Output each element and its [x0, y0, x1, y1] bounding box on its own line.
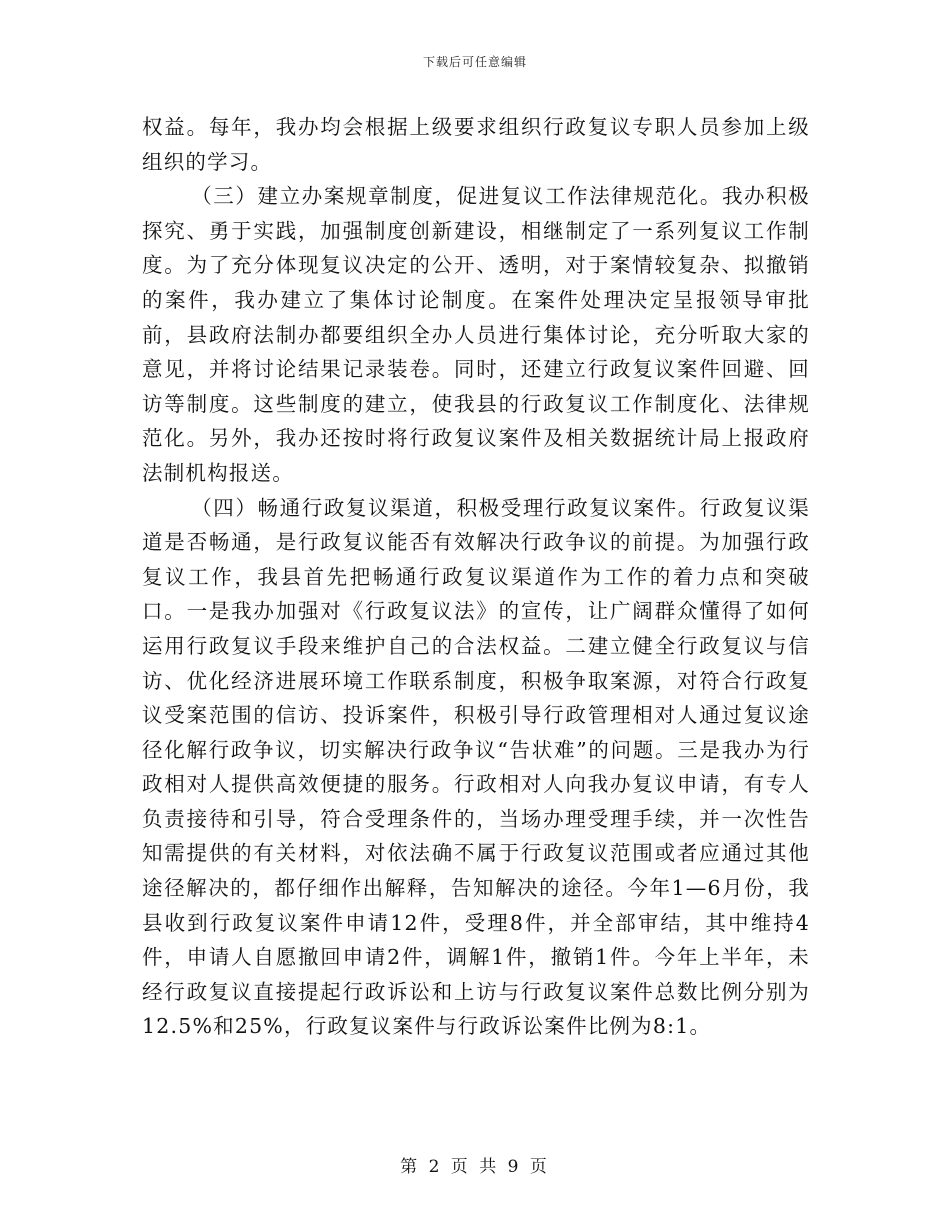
page-number-footer: 第 2 页 共 9 页 [400, 1157, 550, 1177]
paragraph-2: （三）建立办案规章制度，促进复议工作法律规范化。我办积极探究、勇于实践，加强制度创新建设，相继制定了一系列复议工作制度。为了充分体现复议决定的公开、透明，对于案情较复杂、拟撤销的案件，我办建立了集体讨论制度。在案件处理决定呈报领导审批前，县政府法制办都要组织全办人员进行集体讨论，充分听取大家的意见，并将讨论结果记录装卷。同时，还建立行政复议案件回避、回访等制度。这些制度的建立，使我县的行政复议工作制度化、法律规范化。另外，我办还按时将行政复议案件及相关数据统计局上报政府法制机构报送。 [142, 184, 810, 485]
page-header-note: 下载后可任意编辑 [422, 55, 527, 69]
document-body [142, 110, 810, 1044]
paragraph-1: 权益。每年，我办均会根据上级要求组织行政复议专职人员参加上级组织的学习。 [142, 115, 810, 174]
paragraph-3: （四）畅通行政复议渠道，积极受理行政复议案件。行政复议渠道是否畅通，是行政复议能否有效解决行政争议的前提。为加强行政复议工作，我县首先把畅通行政复议渠道作为工作的着力点和突破口。一是我办加强对《行政复议法》的宣传，让广阔群众懂得了如何运用行政复议手段来维护自己的合法权益。二建立健全行政复议与信访、优化经济进展环境工作联系制度，积极争取案源，对符合行政复议受案范围的信访、投诉案件，积极引导行政管理相对人通过复议途径化解行政争议，切实解决行政争议“告状难”的问题。三是我办为行政相对人提供高效便捷的服务。行政相对人向我办复议申请，有专人负责接待和引导，符合受理条件的，当场办理受理手续，并一次性告知需提供的有关材料，对依法确不属于行政复议范围或者应通过其他途径解决的，都仔细作出解释，告知解决的途径。今年1—6月份，我县收到行政复议案件申请12件，受理8件，并全部审结，其中维持4件，申请人自愿撤回申请2件，调解1件，撤销1件。今年上半年，未经行政复议直接提起行政诉讼和上访与行政复议案件总数比例分别为12.5%和25%，行政复议案件与行政诉讼案件比例为8:1。 [142, 495, 810, 1039]
